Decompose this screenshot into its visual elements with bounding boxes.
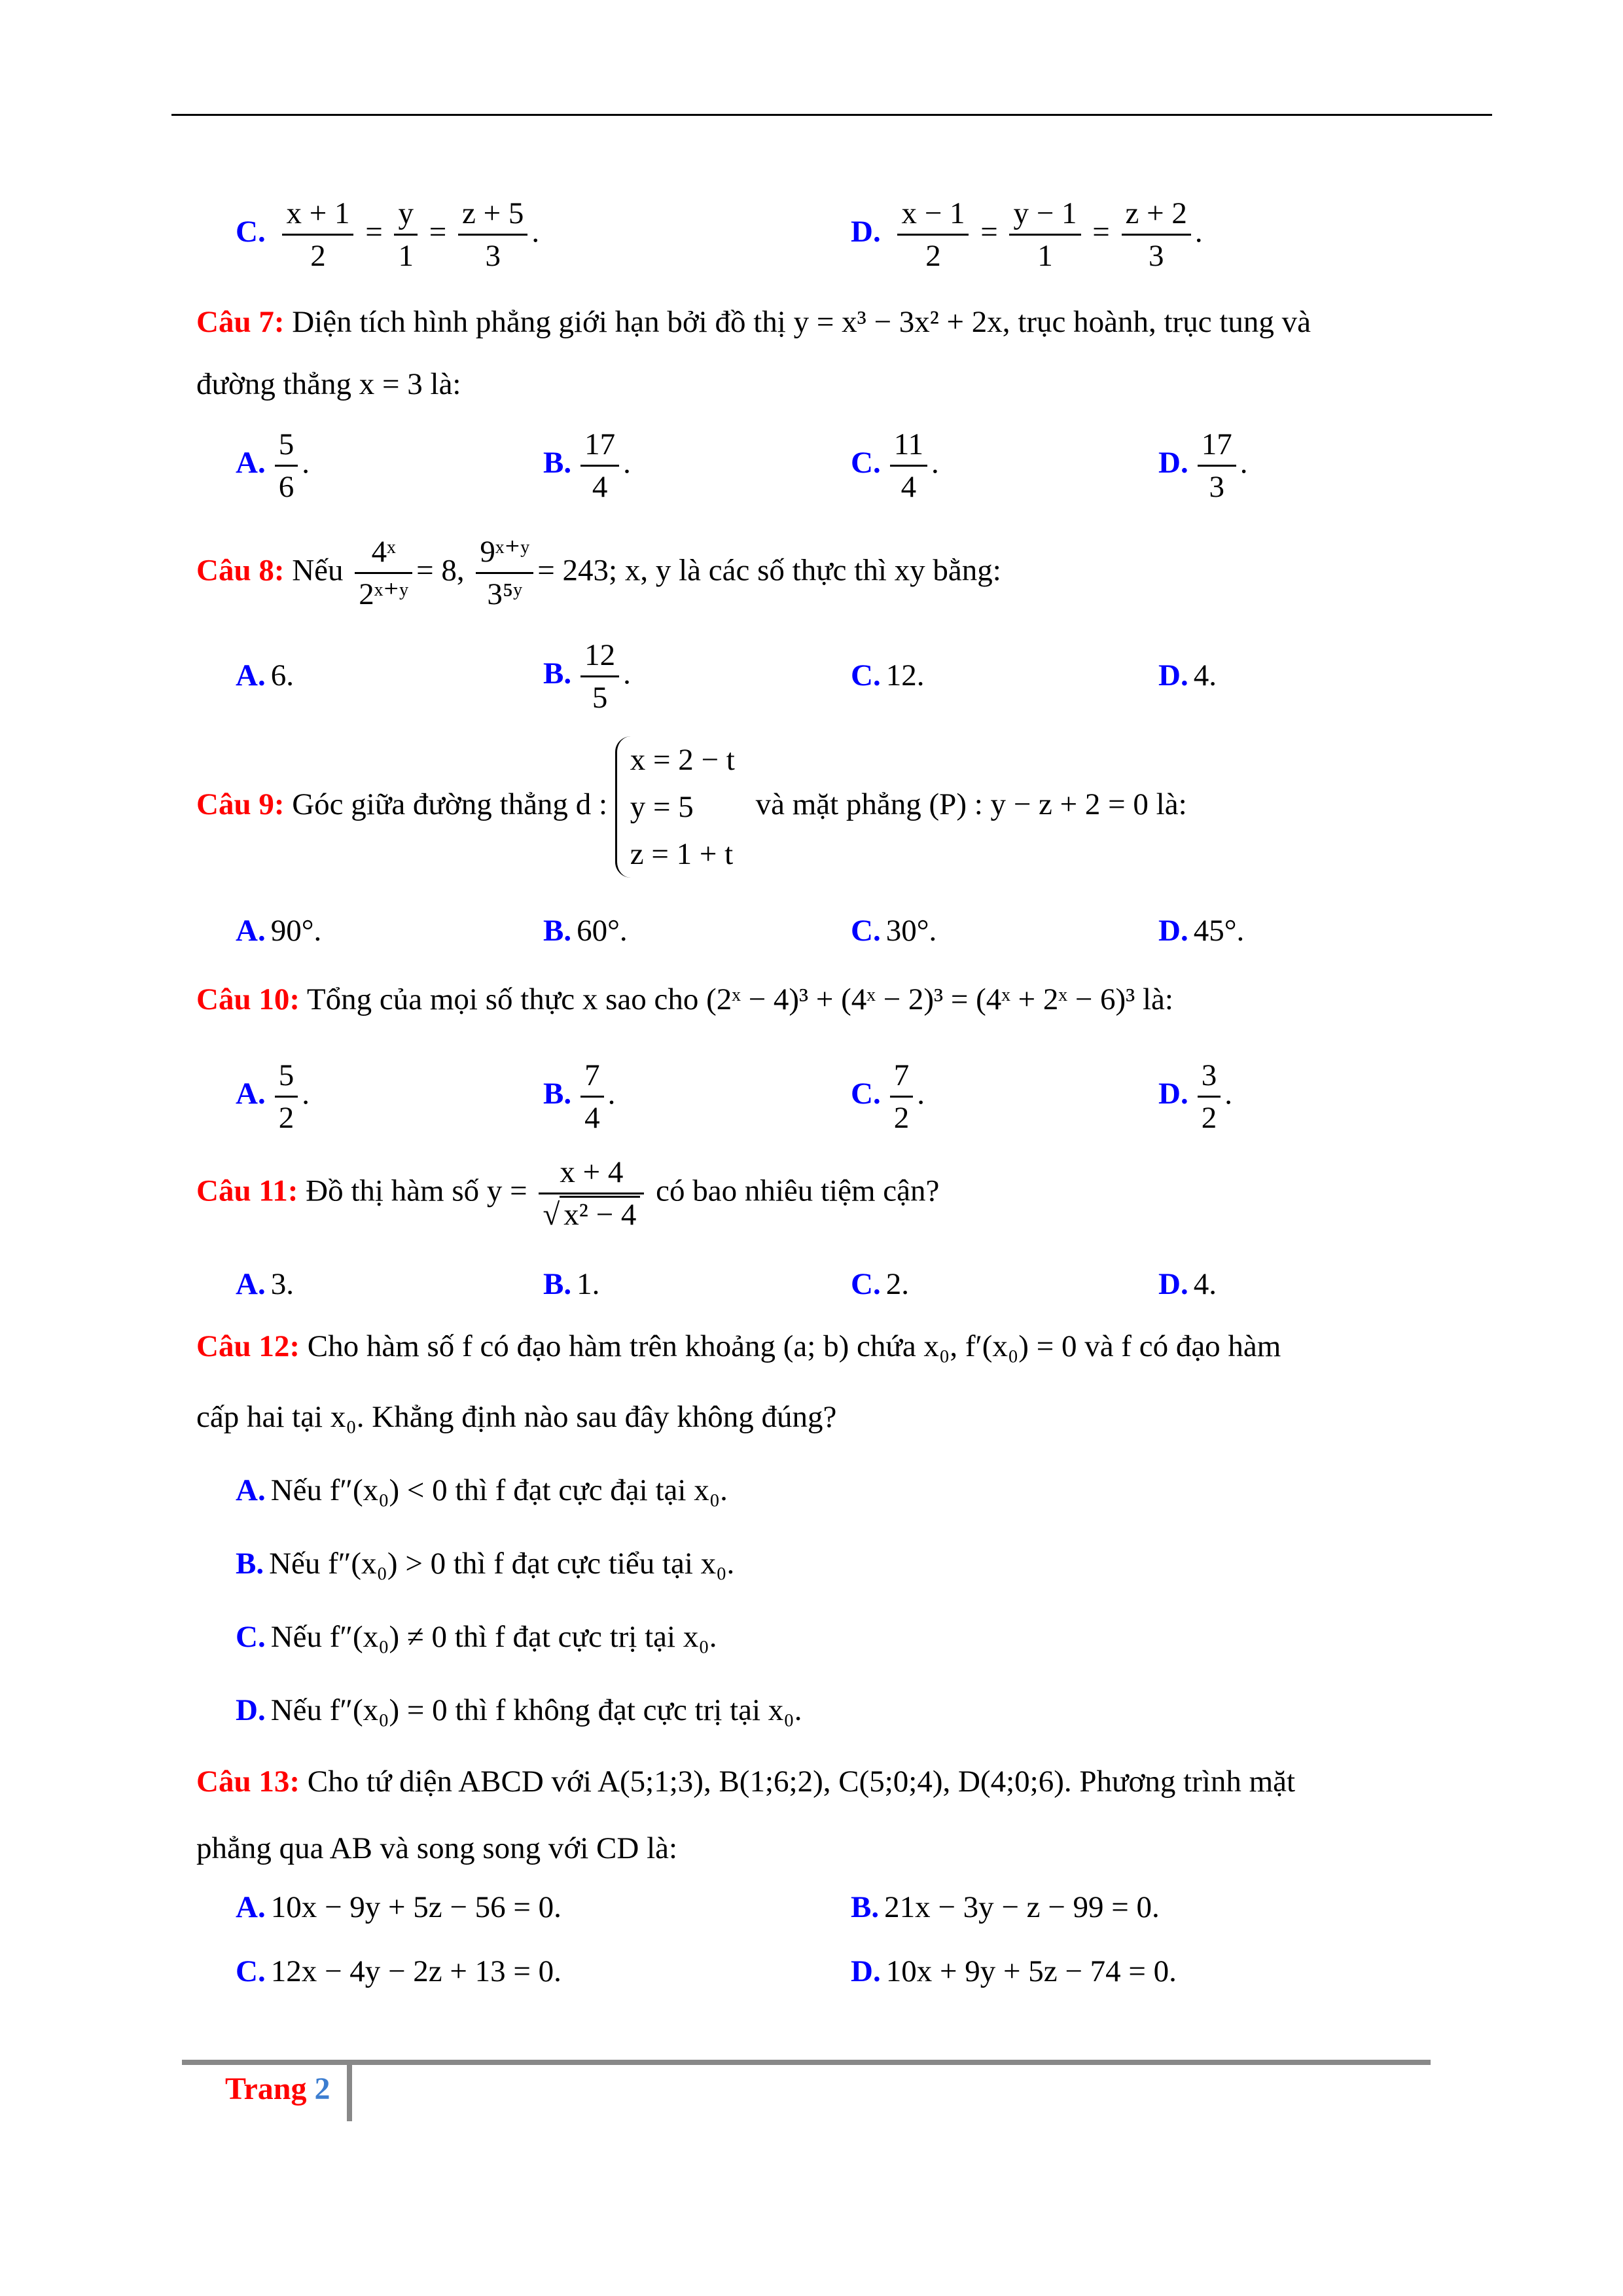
footer-rule	[182, 2060, 1431, 2065]
q11-option-a: A. 3.	[236, 1267, 294, 1301]
q7-stem-line2: đường thẳng x = 3 là:	[196, 367, 461, 401]
q13-stem-line1: Câu 13: Cho tứ diện ABCD với A(5;1;3), B(1;6;2), C(5;0;4), D(4;0;6). Phương trình mặt	[196, 1765, 1296, 1799]
q11-label: Câu 11:	[196, 1174, 298, 1208]
q9-system: x = 2 − t y = 5 z = 1 + t	[615, 736, 735, 878]
header-rule	[171, 114, 1492, 116]
q12-label: Câu 12:	[196, 1329, 300, 1363]
q6-option-d: D. $\frac{x - 1}{2}$ = $\frac{y - 1}{1}$ = $\frac{z + 2}{3}$ .	[851, 193, 1203, 276]
q12-option-d: D. Nếu f″(x₀) = 0 thì f không đạt cực trị tại x₀.	[236, 1693, 802, 1727]
q6-option-c: C. $\frac{x + 1}{2}$ = $\frac{y}{1}$ = $\frac{z + 5}{3}$ .	[236, 193, 539, 276]
q9-option-b: B. 60°.	[543, 914, 628, 948]
q12-option-b: B. Nếu f″(x₀) > 0 thì f đạt cực tiểu tại x₀.	[236, 1547, 735, 1581]
q8-stem: Câu 8: Nếu $\frac{\text{4ˣ}}{\text{2ˣ⁺ʸ}}$ = 8, $\frac{\text{9ˣ⁺ʸ}}{\text{3⁵ʸ}}$ = 243; x, y là các số thực thì xy bằng:	[196, 531, 1001, 615]
q7-label: Câu 7:	[196, 305, 285, 339]
q7-option-b: B. $\frac{17}{4}$ .	[543, 424, 631, 507]
q9-stem: Câu 9: Góc giữa đường thẳng d : x = 2 − t y = 5 z = 1 + t và mặt phẳng (P) : y − z + 2 = 0 là:	[196, 736, 1187, 878]
q9-label: Câu 9:	[196, 787, 285, 821]
q12-stem-line1: Câu 12: Cho hàm số f có đạo hàm trên khoảng (a; b) chứa x₀, f′(x₀) = 0 và f có đạo hàm	[196, 1329, 1281, 1363]
q10-option-b: B. $\frac{7}{4}$ .	[543, 1055, 615, 1138]
q9-option-d: D. 45°.	[1158, 914, 1245, 948]
q13-option-b: B. 21x − 3y − z − 99 = 0.	[851, 1890, 1160, 1924]
q8-label: Câu 8:	[196, 553, 285, 588]
q7-stem-line1: Câu 7: Diện tích hình phẳng giới hạn bởi đồ thị y = x³ − 3x² + 2x, trục hoành, trục tung và	[196, 305, 1311, 339]
q10-stem: Câu 10: Tổng của mọi số thực x sao cho (2ˣ − 4)³ + (4ˣ − 2)³ = (4ˣ + 2ˣ − 6)³ là:	[196, 982, 1173, 1016]
q11-option-c: C. 2.	[851, 1267, 909, 1301]
q10-option-a: A. $\frac{5}{2}$ .	[236, 1055, 310, 1138]
q10-option-c: C. $\frac{7}{2}$ .	[851, 1055, 925, 1138]
q8-option-a: A. 6.	[236, 658, 294, 692]
q10-label: Câu 10:	[196, 982, 300, 1016]
q12-option-a: A. Nếu f″(x₀) < 0 thì f đạt cực đại tại x₀.	[236, 1473, 728, 1507]
q13-label: Câu 13:	[196, 1765, 300, 1799]
q11-option-d: D. 4.	[1158, 1267, 1217, 1301]
q13-option-a: A. 10x − 9y + 5z − 56 = 0.	[236, 1890, 562, 1924]
q10-option-d: D. $\frac{3}{2}$ .	[1158, 1055, 1232, 1138]
page-number: Trang 2	[225, 2072, 330, 2106]
q13-option-c: C. 12x − 4y − 2z + 13 = 0.	[236, 1954, 562, 1988]
q12-stem-line2: cấp hai tại x₀. Khẳng định nào sau đây không đúng?	[196, 1400, 837, 1434]
footer-divider	[347, 2065, 352, 2121]
q7-option-c: C. $\frac{11}{4}$ .	[851, 424, 939, 507]
q7-option-d: D. $\frac{17}{3}$ .	[1158, 424, 1247, 507]
q8-option-d: D. 4.	[1158, 658, 1217, 692]
q8-option-b: B. $\frac{12}{5}$ .	[543, 635, 631, 718]
q11-option-b: B. 1.	[543, 1267, 600, 1301]
q9-option-a: A. 90°.	[236, 914, 322, 948]
q12-option-c: C. Nếu f″(x₀) ≠ 0 thì f đạt cực trị tại x₀.	[236, 1620, 717, 1654]
q13-option-d: D. 10x + 9y + 5z − 74 = 0.	[851, 1954, 1177, 1988]
q9-option-c: C. 30°.	[851, 914, 937, 948]
q8-option-c: C. 12.	[851, 658, 925, 692]
q7-option-a: A. $\frac{5}{6}$ .	[236, 424, 310, 507]
q11-stem: Câu 11: Đồ thị hàm số y = $\frac{x + 4}{\text{√ x² − 4}}$ có bao nhiêu tiệm cận?	[196, 1152, 939, 1235]
q13-stem-line2: phẳng qua AB và song song với CD là:	[196, 1831, 678, 1865]
